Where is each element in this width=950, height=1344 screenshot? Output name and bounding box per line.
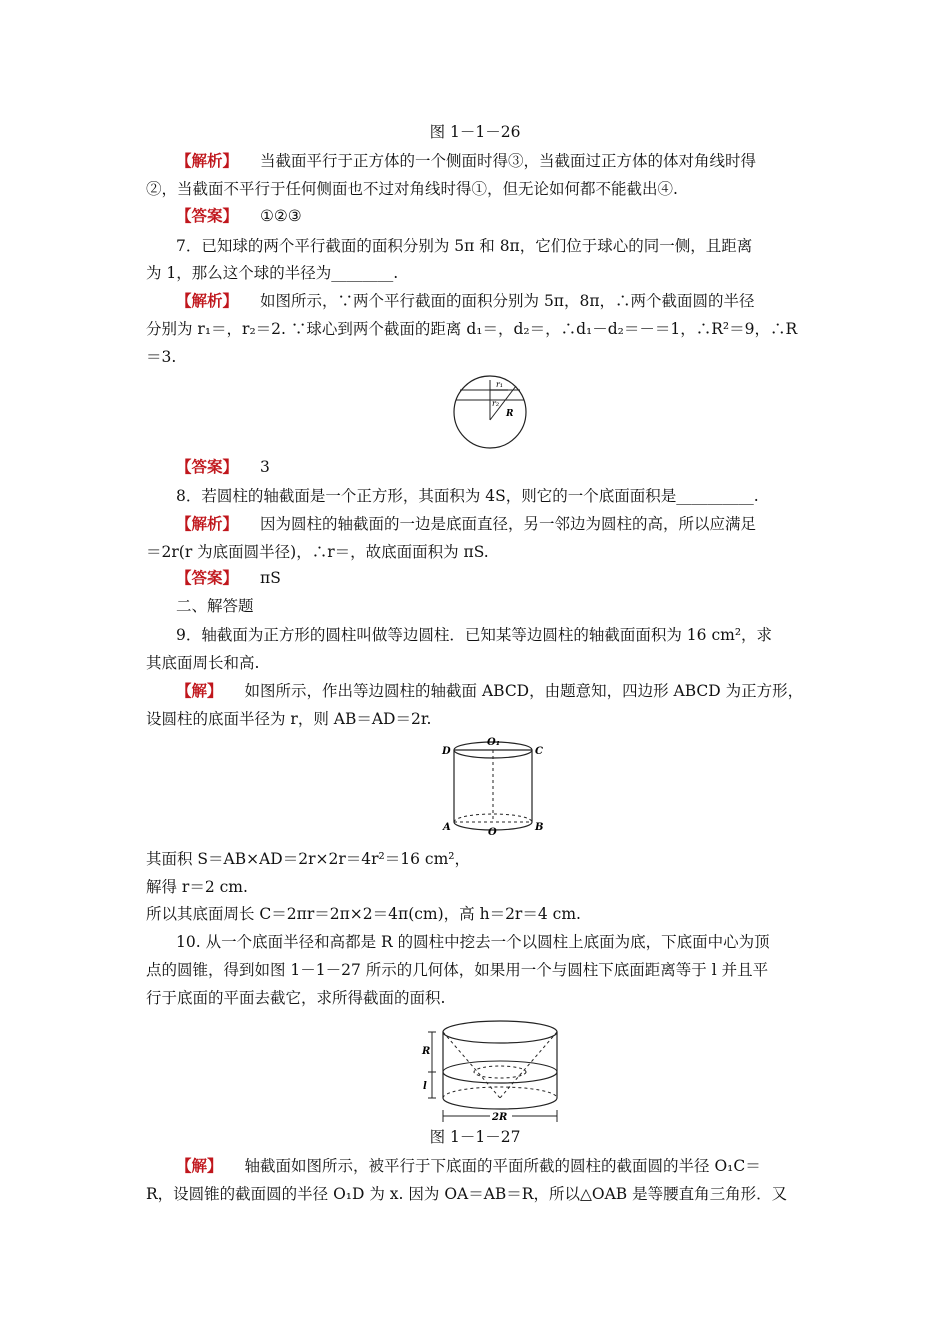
solution-9-line-1: 【解】 如图所示，作出等边圆柱的轴截面 ABCD，由题意知，四边形 ABCD 为正方形，: [176, 682, 804, 700]
solution-6-line-2: ②，当截面不平行于任何侧面也不过对角线时得①，但无论如何都不能截出④.: [146, 180, 678, 198]
label-2R: 2R: [492, 1112, 508, 1123]
solution-8-line-1: 【解析】 因为圆柱的轴截面的一边是底面直径，另一邻边为圆柱的高，所以应满足: [176, 515, 757, 533]
label-D: D: [442, 746, 451, 757]
analysis-label: 【解析】: [176, 292, 239, 310]
question-9-line-1: 9．轴截面为正方形的圆柱叫做等边圆柱．已知某等边圆柱的轴截面面积为 16 cm²，求: [176, 626, 773, 644]
question-10-line-3: 行于底面的平面去截它，求所得截面的面积.: [146, 989, 446, 1007]
analysis-label: 【解析】: [176, 152, 239, 170]
section-front-arc: [443, 1072, 557, 1083]
question-8: 8．若圆柱的轴截面是一个正方形，其面积为 4S，则它的一个底面面积是__________.: [176, 487, 759, 505]
answer-8: 【答案】 πS: [176, 569, 281, 587]
solution-10-line-1: 【解】 轴截面如图所示，被平行于下底面的平面所截的圆柱的截面圆的半径 O₁C＝: [176, 1157, 761, 1175]
label-l: l: [423, 1081, 427, 1092]
label-O1: O₁: [487, 737, 501, 748]
answer-label: 【答案】: [176, 458, 239, 476]
question-10-line-2: 点的圆锥，得到如图 1－1－27 所示的几何体，如果用一个与圆柱下底面距离等于 l 并且平: [146, 961, 769, 979]
bottom-back-arc: [443, 1087, 557, 1098]
figure-caption-26: 图 1－1－26: [429, 123, 521, 141]
label-B: B: [535, 822, 544, 833]
solution-7-line-3: ＝3.: [146, 348, 177, 366]
answer-label: 【答案】: [176, 207, 239, 225]
solution-10-line-2: R，设圆锥的截面圆的半径 O₁D 为 x. 因为 OA＝AB＝R，所以△OAB 是等腰直角三角形．又: [146, 1185, 788, 1203]
top-ellipse: [443, 1021, 557, 1043]
question-10-line-1: 10. 从一个底面半径和高都是 R 的圆柱中挖去一个以圆柱上底面为底，下底面中心为顶: [176, 933, 770, 951]
figure-caption-27: 图 1－1－27: [429, 1128, 521, 1146]
bottom-front-arc: [443, 1098, 557, 1109]
answer-6: 【答案】 ①②③: [176, 207, 302, 225]
solution-9-line-5: 所以其底面周长 C＝2πr＝2π×2＝4π(cm)，高 h＝2r＝4 cm.: [146, 905, 581, 923]
solid-figure: [412, 1014, 572, 1124]
solution-6-line-1: 【解析】 当截面平行于正方体的一个侧面时得③，当截面过正方体的体对角线时得: [176, 152, 757, 170]
section-back-arc: [443, 1061, 557, 1072]
solution-7-line-1: 【解析】 如图所示，∵两个平行截面的面积分别为 5π，8π，∴两个截面圆的半径: [176, 292, 755, 310]
answer-7: 【答案】 3: [176, 458, 270, 476]
cone-section-ellipse: [474, 1066, 526, 1078]
label-R: R: [506, 409, 514, 419]
solution-7-line-2: 分别为 r₁＝，r₂＝2. ∵球心到两个截面的距离 d₁＝，d₂＝，∴d₁－d₂＝－＝1，∴R²＝9，∴R: [146, 320, 798, 338]
solution-9-line-4: 解得 r＝2 cm.: [146, 878, 248, 896]
solution-8-line-2: ＝2r(r 为底面圆半径)，∴r＝，故底面面积为 πS.: [146, 543, 489, 561]
label-A: A: [443, 822, 451, 833]
question-7-line-2: 为 1，那么这个球的半径为________.: [146, 264, 399, 282]
solution-label: 【解】: [176, 1157, 223, 1175]
sphere-section-figure: [450, 372, 530, 452]
label-C: C: [535, 746, 543, 757]
section-heading: 二、解答题: [176, 597, 254, 615]
label-r2: r₂: [492, 399, 500, 408]
label-r1: r₁: [496, 380, 504, 389]
solution-9-line-2: 设圆柱的底面半径为 r，则 AB＝AD＝2r.: [146, 710, 432, 728]
cylinder-figure: [438, 734, 548, 840]
analysis-label: 【解析】: [176, 515, 239, 533]
solution-label: 【解】: [176, 682, 223, 700]
question-9-line-2: 其底面周长和高.: [146, 654, 260, 672]
answer-label: 【答案】: [176, 569, 239, 587]
solution-9-line-3: 其面积 S＝AB×AD＝2r×2r＝4r²＝16 cm²，: [146, 850, 470, 868]
label-R: R: [422, 1046, 431, 1057]
label-O: O: [488, 827, 497, 838]
question-7-line-1: 7．已知球的两个平行截面的面积分别为 5π 和 8π，它们位于球心的同一侧，且距离: [176, 237, 753, 255]
